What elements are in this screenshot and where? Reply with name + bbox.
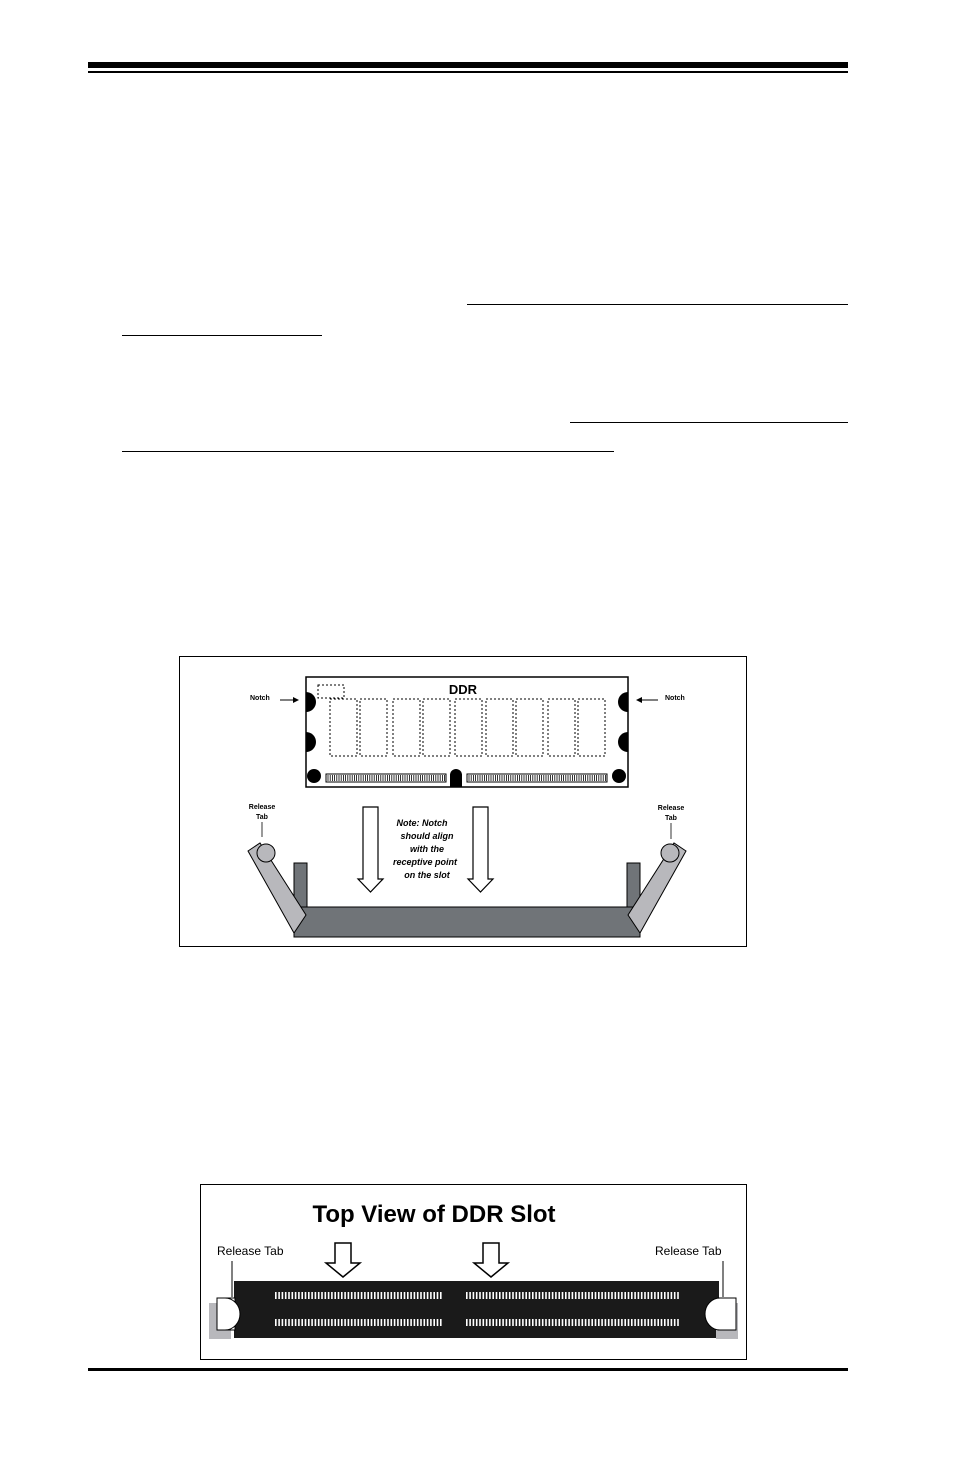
header-rule-thin <box>88 71 848 73</box>
slot-pin <box>654 1292 656 1299</box>
release-tab-left-line1: Release <box>248 804 276 811</box>
slot-pin <box>473 1319 475 1326</box>
slot-pin <box>466 1292 468 1299</box>
underline-2b <box>122 451 614 452</box>
slot-pin <box>578 1292 580 1299</box>
slot-pin <box>331 1319 333 1326</box>
slot-pin <box>377 1292 379 1299</box>
slot-pin <box>404 1292 406 1299</box>
slot-pin <box>479 1319 481 1326</box>
slot-pin <box>605 1292 607 1299</box>
slot-pin <box>651 1292 653 1299</box>
slot-pin <box>417 1292 419 1299</box>
slot-pin <box>315 1319 317 1326</box>
slot-pin <box>351 1292 353 1299</box>
slot-pin <box>562 1292 564 1299</box>
release-tab-label-right: Release Tab <box>655 1244 722 1258</box>
key-notch <box>450 769 462 787</box>
slot-pin <box>624 1292 626 1299</box>
slot-pin <box>677 1292 679 1299</box>
slot-pin <box>430 1292 432 1299</box>
slot-pin <box>391 1292 393 1299</box>
slot-pin <box>295 1319 297 1326</box>
slot-pin <box>400 1292 402 1299</box>
slot-pin <box>661 1292 663 1299</box>
slot-pin <box>644 1292 646 1299</box>
header-rule-thick <box>88 62 848 68</box>
slot-pin <box>348 1292 350 1299</box>
slot-pin <box>601 1292 603 1299</box>
slot-pin <box>433 1319 435 1326</box>
slot-pin <box>354 1292 356 1299</box>
slot-pin <box>608 1292 610 1299</box>
slot-pin <box>568 1319 570 1326</box>
slot-pin <box>358 1292 360 1299</box>
slot-pin <box>585 1319 587 1326</box>
top-lever-right <box>718 1298 736 1330</box>
slot-pin <box>525 1292 527 1299</box>
slot-pin <box>562 1319 564 1326</box>
slot-pin <box>397 1292 399 1299</box>
slot-pin <box>641 1292 643 1299</box>
slot-pin <box>618 1319 620 1326</box>
slot-pin <box>519 1319 521 1326</box>
slot-pin <box>489 1319 491 1326</box>
slot-pin <box>321 1319 323 1326</box>
svg-text:receptive point: receptive point <box>392 857 458 867</box>
slot-pin <box>671 1292 673 1299</box>
slot-pin <box>469 1319 471 1326</box>
slot-pin <box>545 1292 547 1299</box>
slot-pin <box>278 1319 280 1326</box>
slot-pin <box>325 1319 327 1326</box>
slot-pin <box>549 1292 551 1299</box>
slot-pin <box>410 1319 412 1326</box>
slot-pin <box>364 1319 366 1326</box>
slot-pin <box>654 1319 656 1326</box>
slot-pin <box>539 1292 541 1299</box>
slot-pin <box>558 1292 560 1299</box>
slot-pin <box>325 1292 327 1299</box>
svg-text:with the: with the <box>410 844 444 854</box>
ddr-slot-top-view-figure <box>200 1184 747 1360</box>
slot-pin <box>631 1292 633 1299</box>
release-tab-left-line2: Tab <box>256 814 268 821</box>
slot-pin <box>667 1319 669 1326</box>
slot-pin <box>595 1292 597 1299</box>
slot-pin <box>628 1319 630 1326</box>
slot-pin <box>555 1292 557 1299</box>
slot-pin <box>338 1292 340 1299</box>
slot-pin <box>384 1292 386 1299</box>
slot-pin <box>558 1319 560 1326</box>
slot-pin <box>341 1292 343 1299</box>
slot-pin <box>512 1292 514 1299</box>
slot-pin <box>611 1292 613 1299</box>
slot-pin <box>575 1319 577 1326</box>
slot-pin <box>572 1292 574 1299</box>
slot-pin <box>427 1292 429 1299</box>
slot-pin <box>661 1319 663 1326</box>
slot-pin <box>555 1319 557 1326</box>
slot-pin <box>328 1292 330 1299</box>
slot-pin <box>542 1319 544 1326</box>
slot-pin <box>476 1319 478 1326</box>
slot-pin <box>502 1319 504 1326</box>
notch-label-right: Notch <box>665 695 685 702</box>
slot-pin <box>677 1319 679 1326</box>
slot-pin <box>608 1319 610 1326</box>
slot-pin <box>506 1292 508 1299</box>
slot-pin <box>621 1292 623 1299</box>
slot-pin <box>598 1292 600 1299</box>
slot-pin <box>634 1292 636 1299</box>
slot-pin <box>374 1319 376 1326</box>
slot-pin <box>588 1319 590 1326</box>
underline-2a <box>570 422 848 423</box>
top-arrow-right <box>474 1243 508 1277</box>
slot-pin <box>483 1292 485 1299</box>
slot-pin <box>367 1292 369 1299</box>
slot-pin <box>440 1319 442 1326</box>
slot-pin <box>318 1319 320 1326</box>
slot-pin <box>618 1292 620 1299</box>
slot-pin <box>469 1292 471 1299</box>
slot-pin <box>331 1292 333 1299</box>
release-tab-knob-left <box>257 844 275 862</box>
slot-pin <box>466 1319 468 1326</box>
slot-pin <box>615 1319 617 1326</box>
slot-pin <box>384 1319 386 1326</box>
insert-arrow-left <box>358 807 383 892</box>
slot-pin <box>575 1292 577 1299</box>
slot-pin <box>341 1319 343 1326</box>
slot-pin <box>298 1319 300 1326</box>
slot-pin <box>496 1319 498 1326</box>
slot-pin <box>644 1319 646 1326</box>
slot-pin <box>631 1319 633 1326</box>
slot-pin <box>344 1292 346 1299</box>
ddr-module-label: DDR <box>448 682 478 697</box>
top-arrow-left <box>326 1243 360 1277</box>
slot-pin <box>529 1319 531 1326</box>
slot-pin <box>410 1292 412 1299</box>
ddr-slot-top-view-diagram <box>201 1185 746 1359</box>
slot-pin <box>565 1319 567 1326</box>
slot-pin <box>509 1292 511 1299</box>
slot-pin <box>545 1319 547 1326</box>
slot-pin <box>499 1292 501 1299</box>
slot-pin <box>522 1319 524 1326</box>
slot-pin <box>440 1292 442 1299</box>
svg-text:on the slot: on the slot <box>404 870 450 880</box>
underline-1b <box>122 335 322 336</box>
slot-pin <box>529 1292 531 1299</box>
slot-pin <box>387 1292 389 1299</box>
slot-pin <box>582 1319 584 1326</box>
slot-pin <box>522 1292 524 1299</box>
slot-pin <box>292 1319 294 1326</box>
slot-pin <box>512 1319 514 1326</box>
slot-pin <box>638 1319 640 1326</box>
slot-pin <box>387 1319 389 1326</box>
slot-pin <box>516 1319 518 1326</box>
slot-pin <box>285 1292 287 1299</box>
slot-pin <box>292 1292 294 1299</box>
slot-pin <box>489 1292 491 1299</box>
slot-pin <box>595 1319 597 1326</box>
slot-pin <box>565 1292 567 1299</box>
slot-pin <box>535 1292 537 1299</box>
ddr-install-diagram <box>180 657 746 946</box>
slot-pin <box>476 1292 478 1299</box>
slot-pin <box>568 1292 570 1299</box>
slot-pin <box>588 1292 590 1299</box>
slot-pin <box>506 1319 508 1326</box>
slot-pin <box>664 1319 666 1326</box>
svg-text:Note: Notch: Note: Notch <box>396 818 448 828</box>
slot-pin <box>483 1319 485 1326</box>
slot-pin <box>430 1319 432 1326</box>
slot-pin <box>657 1319 659 1326</box>
slot-pin <box>502 1292 504 1299</box>
slot-pin <box>651 1319 653 1326</box>
slot-pin <box>404 1319 406 1326</box>
slot-pin <box>605 1319 607 1326</box>
slot-pin <box>417 1319 419 1326</box>
slot-pin <box>407 1319 409 1326</box>
slot-pin <box>674 1292 676 1299</box>
slot-pin <box>358 1319 360 1326</box>
slot-pin <box>486 1292 488 1299</box>
slot-pin <box>615 1292 617 1299</box>
slot-pin <box>664 1292 666 1299</box>
release-tab-right-line2: Tab <box>665 815 677 822</box>
slot-pin <box>532 1319 534 1326</box>
slot-pin <box>414 1292 416 1299</box>
slot-pin <box>377 1319 379 1326</box>
slot-pin <box>311 1292 313 1299</box>
slot-pin <box>499 1319 501 1326</box>
slot-pin <box>424 1292 426 1299</box>
slot-pin <box>648 1292 650 1299</box>
release-tab-knob-right <box>661 844 679 862</box>
slot-pin <box>414 1319 416 1326</box>
slot-pin <box>361 1319 363 1326</box>
slot-pin <box>509 1319 511 1326</box>
slot-pin <box>634 1319 636 1326</box>
slot-pin <box>394 1319 396 1326</box>
slot-pin <box>351 1319 353 1326</box>
slot-pin <box>624 1319 626 1326</box>
slot-pin <box>282 1319 284 1326</box>
slot-pin <box>298 1292 300 1299</box>
slot-pin <box>364 1292 366 1299</box>
slot-pin <box>338 1319 340 1326</box>
slot-pin <box>275 1292 277 1299</box>
slot-pin <box>552 1292 554 1299</box>
slot-pin <box>516 1292 518 1299</box>
slot-pin <box>371 1292 373 1299</box>
slot-pin <box>535 1319 537 1326</box>
release-tab-right-line1: Release <box>657 805 685 812</box>
slot-pin <box>667 1292 669 1299</box>
slot-pin <box>311 1319 313 1326</box>
slot-pin <box>601 1319 603 1326</box>
slot-pin <box>354 1319 356 1326</box>
slot-pin <box>433 1292 435 1299</box>
slot-pin <box>305 1319 307 1326</box>
slot-pin <box>275 1319 277 1326</box>
slot-pin <box>407 1292 409 1299</box>
release-tab-label-left: Release Tab <box>217 1244 284 1258</box>
slot-pin <box>397 1319 399 1326</box>
mount-hole-right <box>612 769 626 783</box>
slot-pin <box>321 1292 323 1299</box>
slot-pin <box>334 1292 336 1299</box>
slot-pin <box>628 1292 630 1299</box>
slot-pin <box>585 1292 587 1299</box>
slot-pin <box>361 1292 363 1299</box>
slot-pin <box>381 1319 383 1326</box>
slot-pin <box>598 1319 600 1326</box>
slot-pin <box>288 1319 290 1326</box>
slot-pin <box>671 1319 673 1326</box>
slot-pin <box>285 1319 287 1326</box>
slot-pin <box>437 1292 439 1299</box>
slot-pin <box>591 1319 593 1326</box>
slot-pin <box>371 1319 373 1326</box>
slot-pin <box>473 1292 475 1299</box>
slot-pin <box>420 1292 422 1299</box>
slot-pin <box>542 1292 544 1299</box>
footer-rule <box>88 1368 848 1371</box>
slot-pin <box>301 1292 303 1299</box>
slot-pin <box>391 1319 393 1326</box>
slot-pin <box>539 1319 541 1326</box>
slot-pin <box>591 1292 593 1299</box>
slot-pin <box>648 1319 650 1326</box>
svg-text:should align: should align <box>400 831 454 841</box>
mount-hole-left <box>307 769 321 783</box>
slot-pin <box>638 1292 640 1299</box>
slot-pin <box>381 1292 383 1299</box>
slot-pin <box>641 1319 643 1326</box>
slot-pin <box>492 1319 494 1326</box>
slot-pin <box>374 1292 376 1299</box>
slot-pin <box>288 1292 290 1299</box>
slot-pin <box>367 1319 369 1326</box>
slot-pin <box>344 1319 346 1326</box>
slot-pin <box>572 1319 574 1326</box>
slot-pin <box>549 1319 551 1326</box>
ddr-slot-side-view <box>248 843 686 937</box>
slot-pin <box>305 1292 307 1299</box>
note-text <box>393 818 458 880</box>
slot-pin <box>479 1292 481 1299</box>
slot-pin <box>437 1319 439 1326</box>
top-slot-body <box>234 1281 719 1338</box>
slot-pin <box>400 1319 402 1326</box>
slot-pin <box>295 1292 297 1299</box>
slot-pin <box>532 1292 534 1299</box>
underline-1a <box>467 304 848 305</box>
slot-pin <box>496 1292 498 1299</box>
slot-pin <box>315 1292 317 1299</box>
slot-pin <box>278 1292 280 1299</box>
slot-pin <box>578 1319 580 1326</box>
ddr-install-figure <box>179 656 747 947</box>
slot-pin <box>424 1319 426 1326</box>
slot-pin <box>621 1319 623 1326</box>
insert-arrow-right <box>468 807 493 892</box>
slot-pin <box>492 1292 494 1299</box>
slot-pin <box>427 1319 429 1326</box>
slot-pin <box>308 1319 310 1326</box>
slot-pin <box>611 1319 613 1326</box>
slot-pin <box>519 1292 521 1299</box>
slot-pin <box>486 1319 488 1326</box>
slot-pin <box>420 1319 422 1326</box>
slot-pin <box>348 1319 350 1326</box>
slot-pin <box>282 1292 284 1299</box>
slot-pin <box>657 1292 659 1299</box>
slot-pin <box>308 1292 310 1299</box>
slot-pin <box>552 1319 554 1326</box>
notch-label-left: Notch <box>250 695 270 702</box>
slot-pin <box>674 1319 676 1326</box>
slot-pin <box>525 1319 527 1326</box>
slot-pin <box>318 1292 320 1299</box>
slot-pin <box>301 1319 303 1326</box>
slot-pin <box>582 1292 584 1299</box>
slot-body <box>294 907 640 937</box>
slot-pin <box>394 1292 396 1299</box>
top-view-title: Top View of DDR Slot <box>312 1201 556 1228</box>
slot-pin <box>328 1319 330 1326</box>
slot-pin <box>334 1319 336 1326</box>
